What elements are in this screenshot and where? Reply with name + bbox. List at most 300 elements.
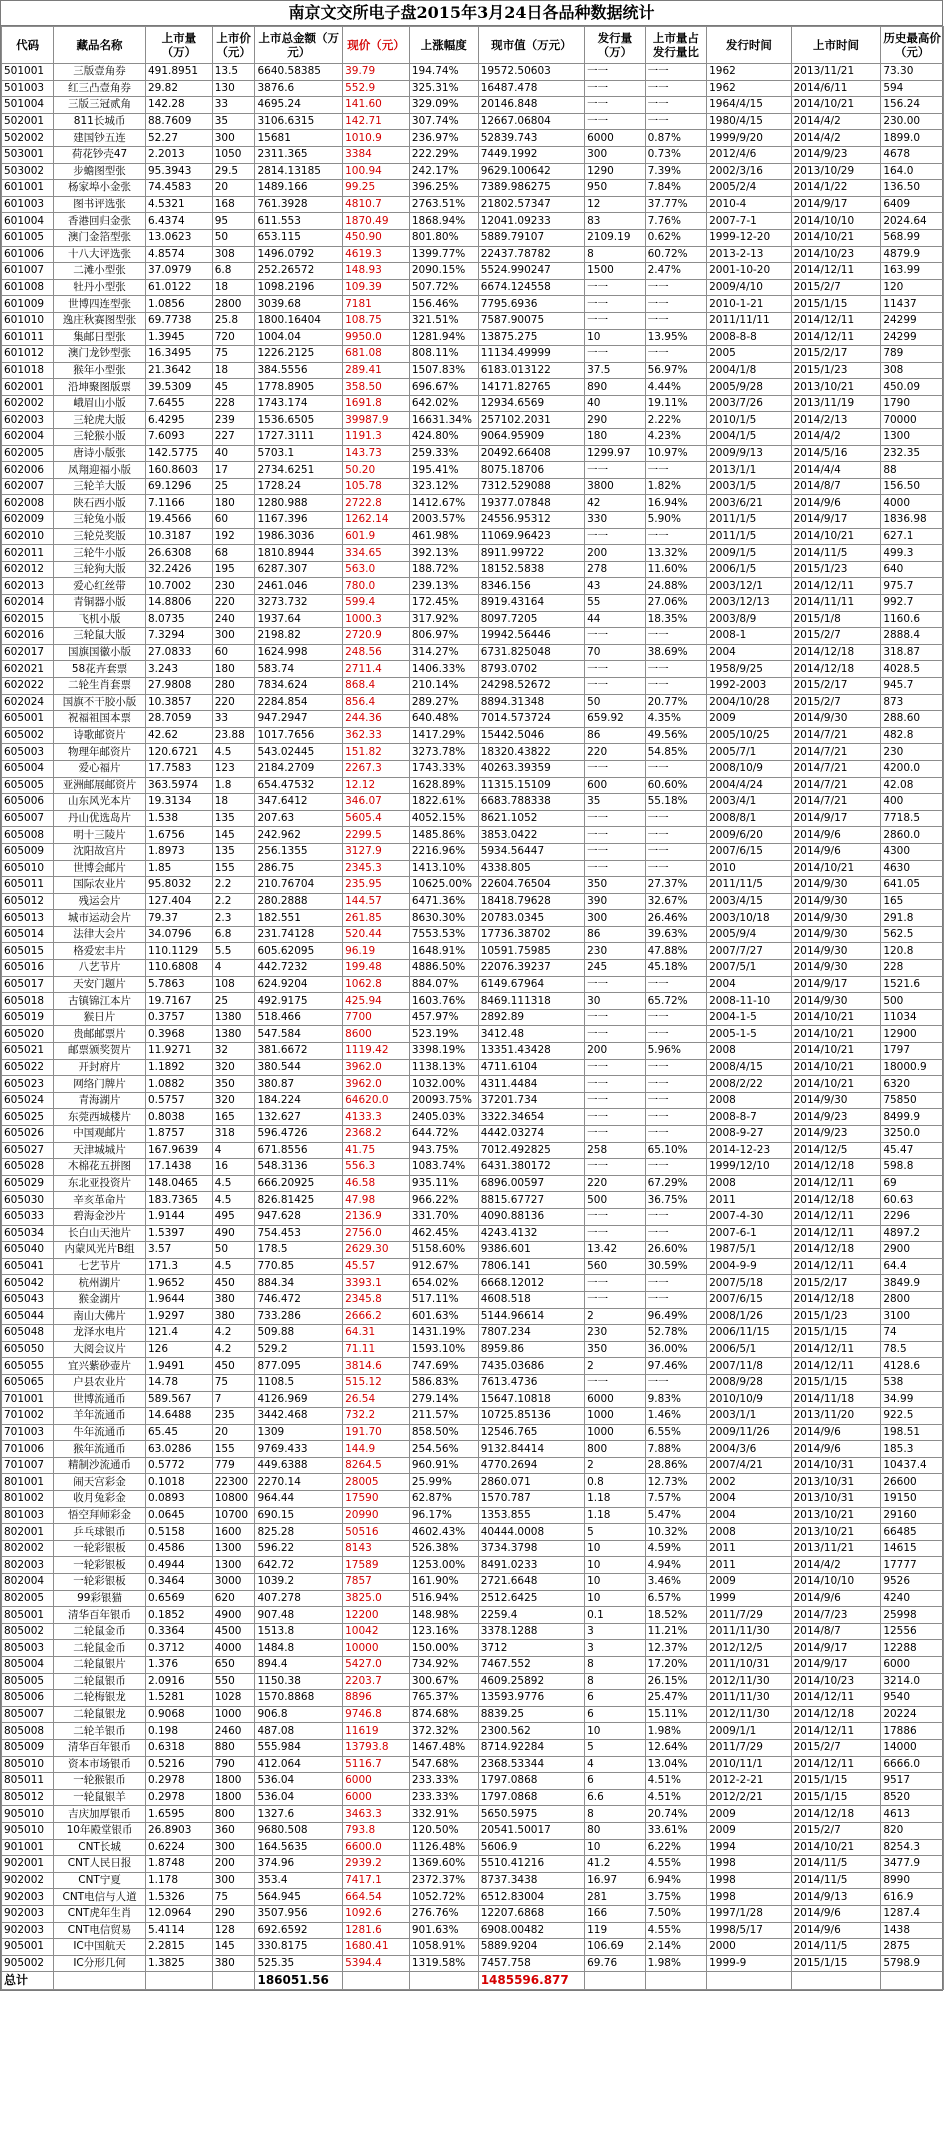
rise-cell: 884.07% — [409, 976, 478, 993]
issue-qty-cell: 2 — [585, 1457, 646, 1474]
issue-date-cell: 2008/9/28 — [707, 1374, 791, 1391]
market-value-cell: 6731.825048 — [478, 644, 584, 661]
market-value-cell: 18418.79628 — [478, 893, 584, 910]
record-high-cell: 230.00 — [881, 113, 944, 130]
code-cell: 602009 — [2, 512, 54, 529]
current-price-cell: 64.31 — [343, 1325, 410, 1342]
code-cell: 605009 — [2, 843, 54, 860]
listing-price-cell: 75 — [212, 346, 255, 363]
listing-date-cell: 2014/4/2 — [791, 429, 881, 446]
issue-date-cell: 2014-12-23 — [707, 1142, 791, 1159]
name-cell: 一轮彩银板 — [54, 1557, 146, 1574]
record-high-cell: 4240 — [881, 1590, 944, 1607]
listing-amount-cell: 1327.6 — [255, 1806, 343, 1823]
issue-date-cell: 2004 — [707, 1507, 791, 1524]
issue-qty-cell: 70 — [585, 644, 646, 661]
issue-qty-cell: 一一 — [585, 760, 646, 777]
name-cell: 凤翔迎福小版 — [54, 462, 146, 479]
table-row — [2, 1092, 944, 1109]
listing-ratio-cell: 1.46% — [645, 1408, 707, 1425]
issue-date-cell: 2008/1/26 — [707, 1308, 791, 1325]
name-cell: 东北亚投资片 — [54, 1175, 146, 1192]
record-high-cell: 8254.3 — [881, 1839, 944, 1856]
record-high-cell: 2900 — [881, 1242, 944, 1259]
market-value-cell: 7807.234 — [478, 1325, 584, 1342]
issue-date-cell: 2013/1/1 — [707, 462, 791, 479]
issue-qty-cell: 6 — [585, 1690, 646, 1707]
code-cell: 902001 — [2, 1856, 54, 1873]
listing-qty-cell: 0.0645 — [145, 1507, 212, 1524]
current-price-cell: 2267.3 — [343, 760, 410, 777]
listing-ratio-cell: 60.60% — [645, 777, 707, 794]
name-cell: 爱心福片 — [54, 760, 146, 777]
issue-qty-cell: 1500 — [585, 263, 646, 280]
current-price-cell: 2345.8 — [343, 1291, 410, 1308]
rise-cell: 806.97% — [409, 628, 478, 645]
record-high-cell: 318.87 — [881, 644, 944, 661]
record-high-cell: 4879.9 — [881, 246, 944, 263]
listing-date-cell: 2014/12/18 — [791, 1192, 881, 1209]
record-high-cell: 228 — [881, 960, 944, 977]
issue-qty-cell: 42 — [585, 495, 646, 512]
market-value-cell: 8714.92284 — [478, 1739, 584, 1756]
name-cell: 古镇锦江本片 — [54, 993, 146, 1010]
market-value-cell: 1797.0868 — [478, 1789, 584, 1806]
listing-amount-cell: 525.35 — [255, 1955, 343, 1972]
listing-qty-cell: 21.3642 — [145, 362, 212, 379]
name-cell: 陕石西小版 — [54, 495, 146, 512]
table-row — [2, 794, 944, 811]
listing-price-cell: 1380 — [212, 1026, 255, 1043]
listing-qty-cell: 19.3134 — [145, 794, 212, 811]
table-row — [2, 1142, 944, 1159]
issue-qty-cell: 30 — [585, 993, 646, 1010]
listing-date-cell: 2015/1/15 — [791, 1773, 881, 1790]
listing-amount-cell: 381.6672 — [255, 1043, 343, 1060]
name-cell: 三轮兔小版 — [54, 512, 146, 529]
listing-ratio-cell: 11.21% — [645, 1623, 707, 1640]
listing-ratio-cell: 20.77% — [645, 694, 707, 711]
issue-qty-cell: 200 — [585, 1043, 646, 1060]
table-row — [2, 1059, 944, 1076]
table-row — [2, 1540, 944, 1557]
issue-qty-cell: 一一 — [585, 843, 646, 860]
listing-amount-cell: 555.984 — [255, 1739, 343, 1756]
code-cell: 805010 — [2, 1756, 54, 1773]
listing-ratio-cell: 一一 — [645, 1291, 707, 1308]
record-high-cell: 627.1 — [881, 528, 944, 545]
listing-price-cell: 7 — [212, 1391, 255, 1408]
issue-date-cell: 2011/11/11 — [707, 312, 791, 329]
listing-date-cell: 2014/7/21 — [791, 794, 881, 811]
market-value-cell: 1353.855 — [478, 1507, 584, 1524]
issue-qty-cell: 300 — [585, 910, 646, 927]
listing-date-cell: 2015/1/15 — [791, 296, 881, 313]
current-price-cell: 64620.0 — [343, 1092, 410, 1109]
current-price-cell: 105.78 — [343, 478, 410, 495]
listing-date-cell: 2014/12/18 — [791, 661, 881, 678]
listing-ratio-cell: 27.06% — [645, 595, 707, 612]
current-price-cell: 26.54 — [343, 1391, 410, 1408]
listing-date-cell: 2015/1/23 — [791, 362, 881, 379]
record-high-cell: 8990 — [881, 1872, 944, 1889]
record-high-cell: 4630 — [881, 860, 944, 877]
col-header-current-price: 现价（元） — [343, 27, 410, 64]
col-header-rise: 上涨幅度 — [409, 27, 478, 64]
listing-ratio-cell: 33.61% — [645, 1822, 707, 1839]
name-cell: 三轮兑奖版 — [54, 528, 146, 545]
current-price-cell: 47.98 — [343, 1192, 410, 1209]
listing-amount-cell: 1489.166 — [255, 180, 343, 197]
code-cell: 601006 — [2, 246, 54, 263]
rise-cell: 1417.29% — [409, 727, 478, 744]
record-high-cell: 198.51 — [881, 1424, 944, 1441]
issue-qty-cell: 8 — [585, 1673, 646, 1690]
listing-amount-cell: 2284.854 — [255, 694, 343, 711]
issue-date-cell: 2003/1/5 — [707, 478, 791, 495]
record-high-cell: 136.50 — [881, 180, 944, 197]
code-cell: 605001 — [2, 711, 54, 728]
rise-cell: 1507.83% — [409, 362, 478, 379]
listing-date-cell: 2015/1/8 — [791, 611, 881, 628]
issue-qty-cell: 一一 — [585, 462, 646, 479]
listing-date-cell: 2014/11/11 — [791, 595, 881, 612]
listing-ratio-cell: 7.57% — [645, 1491, 707, 1508]
market-value-cell: 22604.76504 — [478, 877, 584, 894]
listing-qty-cell: 1.3825 — [145, 1955, 212, 1972]
issue-qty-cell: 一一 — [585, 80, 646, 97]
issue-qty-cell: 一一 — [585, 1026, 646, 1043]
listing-amount-cell: 1004.04 — [255, 329, 343, 346]
listing-amount-cell: 374.96 — [255, 1856, 343, 1873]
table-body — [2, 64, 944, 1972]
current-price-cell: 2345.3 — [343, 860, 410, 877]
issue-date-cell: 2004/1/5 — [707, 429, 791, 446]
code-cell: 602003 — [2, 412, 54, 429]
current-price-cell: 2720.9 — [343, 628, 410, 645]
market-value-cell: 37201.734 — [478, 1092, 584, 1109]
listing-date-cell: 2015/2/7 — [791, 1822, 881, 1839]
rise-cell: 734.92% — [409, 1657, 478, 1674]
table-row — [2, 545, 944, 562]
current-price-cell: 11619 — [343, 1723, 410, 1740]
listing-price-cell: 195 — [212, 561, 255, 578]
table-row — [2, 1341, 944, 1358]
record-high-cell: 1160.6 — [881, 611, 944, 628]
issue-qty-cell: 119 — [585, 1922, 646, 1939]
name-cell: 资本市场银币 — [54, 1756, 146, 1773]
market-value-cell: 7014.573724 — [478, 711, 584, 728]
code-cell: 601018 — [2, 362, 54, 379]
market-value-cell: 2368.53344 — [478, 1756, 584, 1773]
issue-date-cell: 2006/11/15 — [707, 1325, 791, 1342]
listing-ratio-cell: 一一 — [645, 810, 707, 827]
market-value-cell: 8469.111318 — [478, 993, 584, 1010]
code-cell: 805003 — [2, 1640, 54, 1657]
market-value-cell: 6149.67964 — [478, 976, 584, 993]
listing-ratio-cell: 37.77% — [645, 196, 707, 213]
table-row — [2, 1773, 944, 1790]
rise-cell: 1822.61% — [409, 794, 478, 811]
listing-date-cell: 2014/12/18 — [791, 644, 881, 661]
current-price-cell: 1010.9 — [343, 130, 410, 147]
name-cell: 世博会邮片 — [54, 860, 146, 877]
listing-price-cell: 4.2 — [212, 1325, 255, 1342]
table-row — [2, 1291, 944, 1308]
listing-date-cell: 2013/10/21 — [791, 1524, 881, 1541]
current-price-cell: 5394.4 — [343, 1955, 410, 1972]
issue-qty-cell: 1000 — [585, 1424, 646, 1441]
rise-cell: 1126.48% — [409, 1839, 478, 1856]
listing-ratio-cell: 56.97% — [645, 362, 707, 379]
table-row — [2, 163, 944, 180]
listing-qty-cell: 0.5158 — [145, 1524, 212, 1541]
market-value-cell: 13593.9776 — [478, 1690, 584, 1707]
listing-date-cell: 2014/7/21 — [791, 727, 881, 744]
issue-qty-cell: 40 — [585, 395, 646, 412]
listing-date-cell: 2015/2/7 — [791, 628, 881, 645]
listing-date-cell: 2014/4/4 — [791, 462, 881, 479]
listing-qty-cell: 14.8806 — [145, 595, 212, 612]
listing-amount-cell: 2461.046 — [255, 578, 343, 595]
current-price-cell: 362.33 — [343, 727, 410, 744]
market-value-cell: 4090.88136 — [478, 1208, 584, 1225]
listing-ratio-cell: 一一 — [645, 1009, 707, 1026]
listing-amount-cell: 690.15 — [255, 1507, 343, 1524]
listing-price-cell: 35 — [212, 113, 255, 130]
market-value-cell: 20541.50017 — [478, 1822, 584, 1839]
current-price-cell: 780.0 — [343, 578, 410, 595]
current-price-cell: 17590 — [343, 1491, 410, 1508]
table-row — [2, 1922, 944, 1939]
listing-ratio-cell: 36.75% — [645, 1192, 707, 1209]
rise-cell: 765.37% — [409, 1690, 478, 1707]
code-cell: 605044 — [2, 1308, 54, 1325]
issue-qty-cell: 290 — [585, 412, 646, 429]
listing-qty-cell: 167.9639 — [145, 1142, 212, 1159]
record-high-cell: 1521.6 — [881, 976, 944, 993]
issue-qty-cell: 一一 — [585, 1092, 646, 1109]
listing-date-cell: 2014/12/11 — [791, 1756, 881, 1773]
listing-price-cell: 10800 — [212, 1491, 255, 1508]
code-cell: 902003 — [2, 1922, 54, 1939]
listing-amount-cell: 132.627 — [255, 1109, 343, 1126]
record-high-cell: 66485 — [881, 1524, 944, 1541]
issue-qty-cell: 5 — [585, 1524, 646, 1541]
rise-cell: 801.80% — [409, 229, 478, 246]
issue-date-cell: 1998 — [707, 1856, 791, 1873]
listing-price-cell: 40 — [212, 445, 255, 462]
rise-cell: 120.50% — [409, 1822, 478, 1839]
record-high-cell: 975.7 — [881, 578, 944, 595]
listing-amount-cell: 964.44 — [255, 1491, 343, 1508]
listing-date-cell: 2014/10/21 — [791, 1076, 881, 1093]
name-cell: 吉庆加厚银币 — [54, 1806, 146, 1823]
table-row — [2, 113, 944, 130]
issue-date-cell: 2008-8-7 — [707, 1109, 791, 1126]
name-cell: 红三凸壹角券 — [54, 80, 146, 97]
listing-ratio-cell: 10.32% — [645, 1524, 707, 1541]
issue-qty-cell: 一一 — [585, 346, 646, 363]
listing-ratio-cell: 7.84% — [645, 180, 707, 197]
listing-qty-cell: 0.3364 — [145, 1623, 212, 1640]
code-cell: 605027 — [2, 1142, 54, 1159]
rise-cell: 5158.60% — [409, 1242, 478, 1259]
table-row — [2, 926, 944, 943]
listing-amount-cell: 1280.988 — [255, 495, 343, 512]
table-row — [2, 130, 944, 147]
rise-cell: 239.13% — [409, 578, 478, 595]
current-price-cell: 4619.3 — [343, 246, 410, 263]
rise-cell: 1281.94% — [409, 329, 478, 346]
col-header-issue-date: 发行时间 — [707, 27, 791, 64]
table-row — [2, 860, 944, 877]
rise-cell: 372.32% — [409, 1723, 478, 1740]
market-value-cell: 14171.82765 — [478, 379, 584, 396]
listing-qty-cell: 1.0856 — [145, 296, 212, 313]
name-cell: 世博四连型张 — [54, 296, 146, 313]
issue-qty-cell: 16.97 — [585, 1872, 646, 1889]
listing-qty-cell: 0.3712 — [145, 1640, 212, 1657]
rise-cell: 331.70% — [409, 1208, 478, 1225]
issue-qty-cell: 一一 — [585, 312, 646, 329]
issue-qty-cell: 0.1 — [585, 1607, 646, 1624]
issue-date-cell: 2006/5/1 — [707, 1341, 791, 1358]
code-cell: 605004 — [2, 760, 54, 777]
current-price-cell: 3384 — [343, 146, 410, 163]
listing-price-cell: 495 — [212, 1208, 255, 1225]
table-row — [2, 611, 944, 628]
listing-amount-cell: 15681 — [255, 130, 343, 147]
issue-date-cell: 2012/11/30 — [707, 1706, 791, 1723]
name-cell: 碧海金沙片 — [54, 1208, 146, 1225]
current-price-cell: 4133.3 — [343, 1109, 410, 1126]
rise-cell: 7553.53% — [409, 926, 478, 943]
issue-qty-cell: 12 — [585, 196, 646, 213]
issue-date-cell: 2004/3/6 — [707, 1441, 791, 1458]
record-high-cell: 2875 — [881, 1939, 944, 1956]
listing-price-cell: 135 — [212, 843, 255, 860]
issue-date-cell: 2005/2/4 — [707, 180, 791, 197]
listing-amount-cell: 826.81425 — [255, 1192, 343, 1209]
name-cell: 一轮彩银板 — [54, 1574, 146, 1591]
listing-price-cell: 320 — [212, 1092, 255, 1109]
name-cell: 辛亥革命片 — [54, 1192, 146, 1209]
current-price-cell: 2666.2 — [343, 1308, 410, 1325]
current-price-cell: 12.12 — [343, 777, 410, 794]
code-cell: 601009 — [2, 296, 54, 313]
code-cell: 905010 — [2, 1806, 54, 1823]
listing-qty-cell: 142.28 — [145, 97, 212, 114]
listing-ratio-cell: 0.62% — [645, 229, 707, 246]
listing-ratio-cell: 2.14% — [645, 1939, 707, 1956]
market-value-cell: 4442.03274 — [478, 1126, 584, 1143]
table-row — [2, 578, 944, 595]
listing-ratio-cell: 一一 — [645, 279, 707, 296]
listing-date-cell: 2013/10/29 — [791, 163, 881, 180]
table-row — [2, 561, 944, 578]
name-cell: 乒乓球银币 — [54, 1524, 146, 1541]
market-value-cell: 9132.84414 — [478, 1441, 584, 1458]
issue-qty-cell: 50 — [585, 694, 646, 711]
table-row — [2, 1258, 944, 1275]
rise-cell: 1319.58% — [409, 1955, 478, 1972]
market-value-cell: 21802.57347 — [478, 196, 584, 213]
listing-date-cell: 2014/9/6 — [791, 1424, 881, 1441]
name-cell: 峨眉山小版 — [54, 395, 146, 412]
listing-price-cell: 180 — [212, 495, 255, 512]
issue-date-cell: 2005/10/25 — [707, 727, 791, 744]
code-cell: 605008 — [2, 827, 54, 844]
rise-cell: 4886.50% — [409, 960, 478, 977]
listing-amount-cell: 1108.5 — [255, 1374, 343, 1391]
current-price-cell: 3463.3 — [343, 1806, 410, 1823]
record-high-cell: 2888.4 — [881, 628, 944, 645]
issue-qty-cell: 一一 — [585, 528, 646, 545]
listing-date-cell: 2013/11/19 — [791, 395, 881, 412]
name-cell: 大阅会议片 — [54, 1341, 146, 1358]
issue-date-cell: 2012/12/5 — [707, 1640, 791, 1657]
issue-qty-cell: 300 — [585, 146, 646, 163]
name-cell: 贵邮邮票片 — [54, 1026, 146, 1043]
name-cell: 二轮鼠银币 — [54, 1673, 146, 1690]
listing-ratio-cell: 一一 — [645, 860, 707, 877]
current-price-cell: 39987.9 — [343, 412, 410, 429]
code-cell: 801003 — [2, 1507, 54, 1524]
rise-cell: 123.16% — [409, 1623, 478, 1640]
rise-cell: 195.41% — [409, 462, 478, 479]
issue-date-cell: 1962 — [707, 64, 791, 81]
listing-qty-cell: 8.0735 — [145, 611, 212, 628]
listing-ratio-cell: 一一 — [645, 1109, 707, 1126]
market-value-cell: 7587.90075 — [478, 312, 584, 329]
issue-date-cell: 1962 — [707, 80, 791, 97]
listing-ratio-cell: 1.98% — [645, 1723, 707, 1740]
current-price-cell: 2203.7 — [343, 1673, 410, 1690]
listing-qty-cell: 0.3968 — [145, 1026, 212, 1043]
listing-price-cell: 1028 — [212, 1690, 255, 1707]
table-row — [2, 1457, 944, 1474]
record-high-cell: 4678 — [881, 146, 944, 163]
listing-ratio-cell: 3.75% — [645, 1889, 707, 1906]
market-value-cell: 7613.4736 — [478, 1374, 584, 1391]
listing-price-cell: 360 — [212, 1822, 255, 1839]
listing-amount-cell: 2311.365 — [255, 146, 343, 163]
table-row — [2, 395, 944, 412]
name-cell: 三轮狗大版 — [54, 561, 146, 578]
issue-qty-cell: 一一 — [585, 1291, 646, 1308]
record-high-cell: 2296 — [881, 1208, 944, 1225]
name-cell: 三轮羊大版 — [54, 478, 146, 495]
col-header-market-value: 现市值（万元） — [478, 27, 584, 64]
name-cell: 图书评选张 — [54, 196, 146, 213]
issue-date-cell: 2011/7/29 — [707, 1739, 791, 1756]
table-row — [2, 1126, 944, 1143]
code-cell: 605019 — [2, 1009, 54, 1026]
rise-cell: 1083.74% — [409, 1159, 478, 1176]
name-cell: 牛年流通币 — [54, 1424, 146, 1441]
rise-cell: 1593.10% — [409, 1341, 478, 1358]
current-price-cell: 4810.7 — [343, 196, 410, 213]
name-cell: CNT人民日报 — [54, 1856, 146, 1873]
record-high-cell: 568.99 — [881, 229, 944, 246]
listing-price-cell: 2.2 — [212, 893, 255, 910]
listing-qty-cell: 3.57 — [145, 1242, 212, 1259]
listing-qty-cell: 0.2978 — [145, 1789, 212, 1806]
current-price-cell: 71.11 — [343, 1341, 410, 1358]
listing-amount-cell: 1743.174 — [255, 395, 343, 412]
code-cell: 805002 — [2, 1623, 54, 1640]
